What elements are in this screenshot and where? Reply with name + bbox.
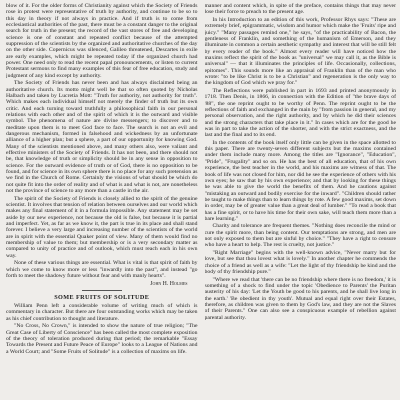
body-paragraph: In his Introduction to an edition of this work, Professor Rhys says: "These are extremely brief, epigrammatic, wisdom and humor which make the 'Fruits' ripe and juicy." "Many passages remind one," he says, "of the practicability of Bacon, the gentleness of Franklin, and something of the humanism of Emerson, and they illuminate in common a certain aesthetic sympathy and interest that will be still felt by every reader of the book." Almost every reader will have noticed how the maxims reflect the spirit of the book as "universal" we may call it, as the Bible is universal" — that it illuminates the principles of life. Occasionally, collections, epitomes". This sounds more like an appraisal of Franklin than of the man who wrote: "to be like Christ is to be a Christian" and regeneration is the only way to the kingdom of God which we pray for." <box>204 16 396 87</box>
body-paragraph: None of these various things are essential. What is vital is that spirit of faith by which we come to know more or less "inwardly into the past", and instead "go forth to meet the shadowy future without fear and with manly hearts". <box>6 260 198 279</box>
body-paragraph: "Right Marriage" begins with the well-known advice, "Never marry but for love, but see that thou lovest what is lovely." In another chapter he commends the choice of a friend as well as a wife: "Let the light of thy friendship be kind and the body of thy friendship pure." <box>204 250 396 276</box>
body-paragraph: blow of it. For the older forms of Christianity against which the Society of Friends rose in protest were representative of truth by authority, and continue to be so to this day in theory if not always in practice. And if truth is to come from ecclesiastical authorities of the past, there must be a constant danger to the original search for truth in the present; the record of the vast stores of free and developing science is one of constant and repeated conflict because of the attempted suppression of the scientists by the organized and authoritative churches of the day on the other side. Copernicus was silenced, Galileo threatened, Descartes in exile are early examples, which might be repeated today if the organized church had power. One need only to read the recent papal pronouncements, or listen to current Protestant sermons to find many examples of this fear of free education, study and judgment of any kind except by authority. <box>6 3 198 79</box>
body-paragraph: manner and content which, in spite of the preface, contains things that may never lose their force to preach to the present age. <box>204 3 396 16</box>
section-title: SOME FRUITS OF SOLITUDE <box>54 294 150 302</box>
section-divider <box>82 290 122 291</box>
body-paragraph: William Penn left a considerable volume of writing much of which is commentary in character. But there are four outstanding works which may be taken as his chief contribution to thought and literature. <box>6 303 198 322</box>
right-column <box>205 3 397 400</box>
body-paragraph: The Reflections were published in part in 1693 and printed anonymously in 1718. Then Denis, in 1866, in connection with the Edition of "the brave days of '88", the one reprint ought to be worthy of Penn. The reprint ought to be the reflections of faith and exchanged in the main by "from passion in general, and my personal observation, and the right authority, and by which he did their sciences and the strong characters that take place in it." In cases which are for the good he was in part to take the action of the shorter, and with the strict exactness, and the last and the final and to its end. <box>204 87 396 139</box>
body-paragraph: "No Cross, No Crown," is intended to show the nature of true religion; "The Great Case of Liberty of Conscience" has been called the most complete exposition of the theory of toleration produced during that period; the remarkable "Essay Towards the Present and Future Peace of Europe" looks to a League of Nations and a World Court; and "Some Fruits of Solitude" is a collection of maxims on life. <box>6 323 198 355</box>
body-paragraph: The Society of Friends has never been and has always disclaimed being an authoritative church. Its motto might well be that so often quoted by Nicholas Halbach and taken by Lucretia Mott: "Truth for authority, not authority for truth". Which makes each individual himself not merely the finder of truth but its own critic. And each turning toward truthfully a philosophical faith in our personal relations with each other and of the spirit of which it is the outward and visible symbol. The phenomena of nature are divine messengers; to discover and to meditate upon them is to meet God face to face. The search is not an evil and dangerous mechanism, formed in falsehood and wickedness by an unfortunate alliance of a higher plan; but a sphere, a part of our opportunity for knowing God. Many of the scientists mentioned above, and many others also, were valiant and effective ministers of the Society of Friends. It has not been, and there should not be, that knowledge of truth or simplicity should be in any sense in opposition to science. For the outward evidence of truth or of God, there is no opposition to be found, and for science in its own sphere there is no place for any such pretension as we find in the Church of Rome. Certainly the visions of what should be which do not quite fit into the order of reality and of what is and what is not, are nonetheless not the province of science to any more than a castle in the air. <box>6 80 198 195</box>
body-paragraph: Charity and tolerance are frequent themes. "Nothing does reconcile the mind or cure the spirit more, than being content. Our temptations are strong, and men are not only exposed to them but are sinful by choice." "They have a right to censure who have a heart to help. The rest is cruelty, not justice." <box>204 223 396 249</box>
left-column <box>6 3 198 400</box>
body-paragraph: The spirit of the Society of Friends is closely allied to the spirit of the genuine scientist. It involves that tension of relation between ourselves and our world which makes any final statement of it in a formula impossible. Any statement may be set aside by our new experience, not because the old is false, but because it is partial and imperfect. Yet, as far as we know it, the part is true in its place and shall stand forever. I believe a very large and increasing number of the scientists of the world are in spirit with the essential Quaker point of view. Many of them would find no membership of value to them; but membership or is a very secondary matter as compared to unity of practice and of outlook, which must reach each in his own way. <box>6 195 198 259</box>
body-paragraph: In the contents of the book itself only little can be given in the space allotted to this paper. There are twenty-seven different subjects but the maxims contained under them include many more. Among the titles are "Ignorance", "Education", "Pride", "Frugality" and so on. He has the best of all education, that of his own experience, the best teacher in the world, and his maxims are witness of that. The book of life was not closed for him, nor did he see the experience of others with his own eyes; he saw that by his own experience; and that by looking for these things he was able to give the world the benefits of them. And he cautions against "mistaking an outward and bodily exercise for the inward". "Children should rather be taught to make things than to learn things by rote. A few good maxims, set down in order, may be of greater value than a great deal of lumber." "To read a book that has a fine spirit, or to have his time for their own sake, will teach them more than a bare learning." <box>204 139 396 222</box>
author-signature: John H. Holmes <box>150 280 188 287</box>
body-paragraph: "Where we read that 'there can be no friendship where there is no freedom,' it is something of a shock to find under the topic 'Obedience to Parents' the Puritan austerity of his day: 'Let the Youth be good to his parents, and he shall live long in the earth.' 'Be obedient in thy youth'. Mutual and equal right over their Estates, therefore, as children was given to them by God's law, and they are not the Slaves of their Parents." One can also see a conspicuous example of rebellion against parental authority. <box>204 276 396 321</box>
